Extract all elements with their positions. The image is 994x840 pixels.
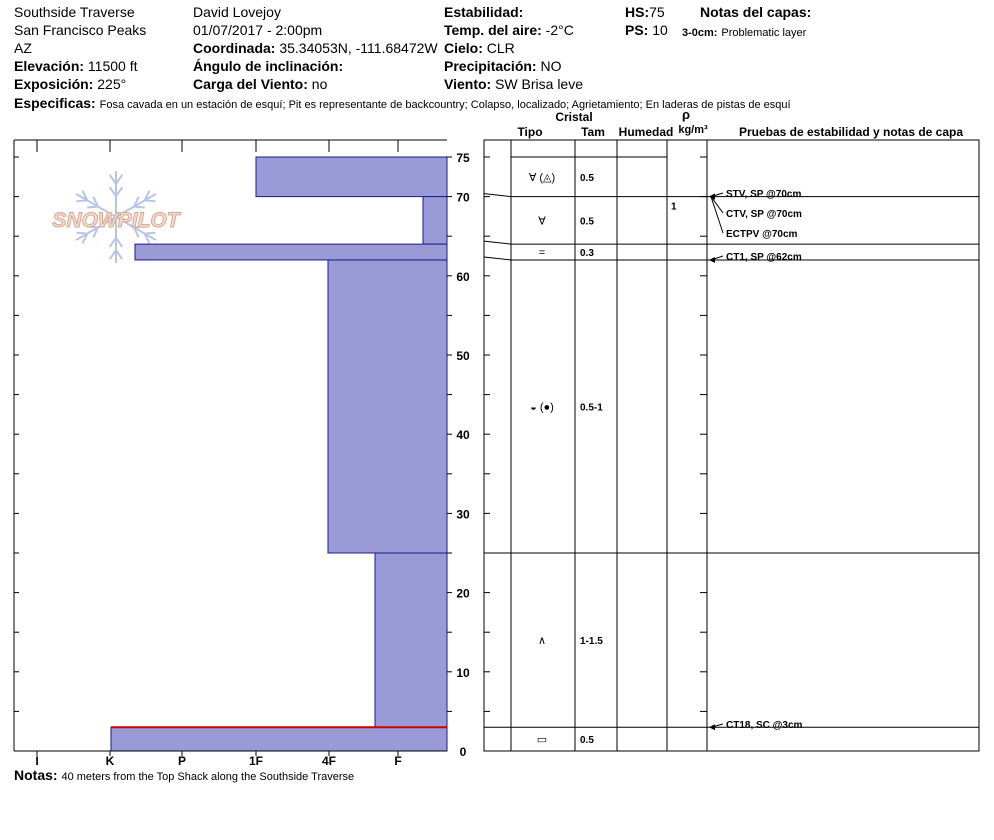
hardness-tick-label: K (105, 754, 115, 768)
crystal-type: ▭ (536, 734, 548, 747)
test-arrow (711, 197, 723, 213)
notes-label: Notas: (14, 767, 58, 783)
layer-notes-label: Notas del capas: (700, 4, 812, 20)
header-density-unit: kg/m³ (678, 124, 708, 136)
crystal-size: 1-1.5 (580, 636, 603, 648)
stability-test-label: CT18, SC @3cm (726, 720, 803, 731)
hardness-tick-label: 4F (321, 754, 337, 768)
crystal-size: 0.5 (580, 172, 594, 184)
stability-test-label: STV, SP @70cm (726, 189, 802, 200)
test-arrowhead (709, 724, 715, 730)
snowflake-branch (134, 207, 145, 208)
specifics-value: Fosa cavada en un estación de esquí; Pit es representante de backcountry; Colapso, localizado; Agrietamiento; En laderas de pistas de esquí (99, 99, 791, 111)
hardness-layer-bar (135, 244, 447, 260)
stability-test-label: CTV, SP @70cm (726, 209, 802, 220)
wind-load-label: Carga del Viento: (193, 76, 308, 92)
datetime: 01/07/2017 - 2:00pm (193, 22, 323, 38)
air-temp-value: -2°C (545, 22, 574, 38)
height-tick-label: 20 (456, 586, 470, 601)
crystal-type: ∀ (◬) (528, 171, 556, 184)
crystal-size: 0.5 (580, 216, 594, 228)
height-tick-label: 40 (456, 428, 470, 443)
height-tick-label: 70 (456, 190, 470, 205)
header-rho: ρ (681, 107, 691, 122)
hs-label: HS: (625, 4, 650, 20)
stability-test-label: CT1, SP @62cm (726, 252, 802, 263)
specifics-label: Especificas: (14, 95, 96, 111)
notes (14, 766, 354, 786)
hardness-tick-label: F (394, 754, 402, 768)
height-tick-label: 60 (456, 269, 470, 284)
wind-load-value: no (311, 76, 328, 92)
wind-label: Viento: (444, 76, 492, 92)
density-mark: 1 (671, 201, 677, 213)
height-tick-label: 0 (459, 745, 467, 759)
header-humidity: Humedad (618, 125, 674, 139)
header-size: Tam (581, 125, 605, 139)
hardness-layer-bar (328, 260, 447, 553)
air-temp-label: Temp. del aire: (444, 22, 542, 38)
ps-label: PS: (625, 22, 649, 38)
header-type: Tipo (517, 125, 543, 139)
hardness-layer-bar (111, 727, 447, 751)
crystal-size: 0.3 (580, 248, 594, 260)
exposure-value: 225° (97, 76, 127, 92)
precip-value: NO (540, 58, 562, 74)
snowflake-branch (145, 200, 156, 201)
crystal-size: 0.5 (580, 735, 594, 747)
sky-label: Cielo: (444, 40, 483, 56)
hardness-tick-label: P (177, 754, 187, 768)
observer: David Lovejoy (193, 4, 281, 20)
hardness-layer-bar (423, 197, 447, 245)
hardness-tick-label: 1F (248, 754, 264, 768)
slope-label: Ángulo de inclinación: (193, 58, 344, 74)
height-tick-label: 50 (456, 349, 470, 363)
elevation-label: Elevación: (14, 58, 85, 74)
wind-value: SW Brisa leve (495, 76, 584, 92)
crystal-type: ◒ (●) (530, 401, 554, 414)
header-tests: Pruebas de estabilidad y notas de capa (738, 125, 964, 139)
precip-label: Precipitación: (444, 58, 537, 74)
snowflake-branch (76, 200, 87, 201)
hardness-tick-label: I (35, 754, 39, 768)
height-tick-label: 75 (456, 151, 470, 165)
table-row-connector (484, 257, 511, 260)
test-arrow (711, 197, 723, 233)
location-line-1: Southside Traverse (14, 4, 135, 20)
height-tick-label: 10 (456, 665, 470, 680)
header-crystal: Cristal (555, 110, 593, 124)
layer-note-range: 3-0cm: (682, 27, 718, 39)
hs-value: 75 (649, 4, 665, 20)
coord-value: 35.34053N, -111.68472W (279, 40, 438, 56)
notes-text: 40 meters from the Top Shack along the Southside Traverse (61, 771, 355, 783)
sky-value: CLR (486, 40, 515, 56)
crystal-size: 0.5-1 (580, 402, 603, 414)
crystal-type: = (538, 247, 546, 260)
stability-test-label: ECTPV @70cm (726, 229, 798, 240)
snowflake-branch (87, 207, 98, 208)
hardness-layer-bar (256, 157, 447, 197)
stability-label: Estabilidad: (444, 4, 524, 20)
coord-label: Coordinada: (193, 40, 276, 56)
table-row-connector (484, 241, 511, 244)
snowflake-branch (76, 233, 87, 234)
location-line-3: AZ (14, 40, 32, 56)
svg-text:SNOWPILOT: SNOWPILOT (52, 209, 180, 232)
ps-value: 10 (652, 22, 668, 38)
layer-note-text: Problematic layer (721, 27, 807, 39)
test-arrowhead (709, 257, 715, 263)
hardness-layer-bar (375, 553, 447, 727)
crystal-type: ∧ (537, 635, 547, 648)
crystal-type: ∀ (538, 215, 546, 228)
snowflake-branch (145, 233, 156, 234)
height-tick-label: 30 (456, 507, 470, 522)
elevation-value: 11500 ft (87, 58, 138, 74)
location-line-2: San Francisco Peaks (14, 22, 147, 38)
exposure-label: Exposición: (14, 76, 94, 92)
